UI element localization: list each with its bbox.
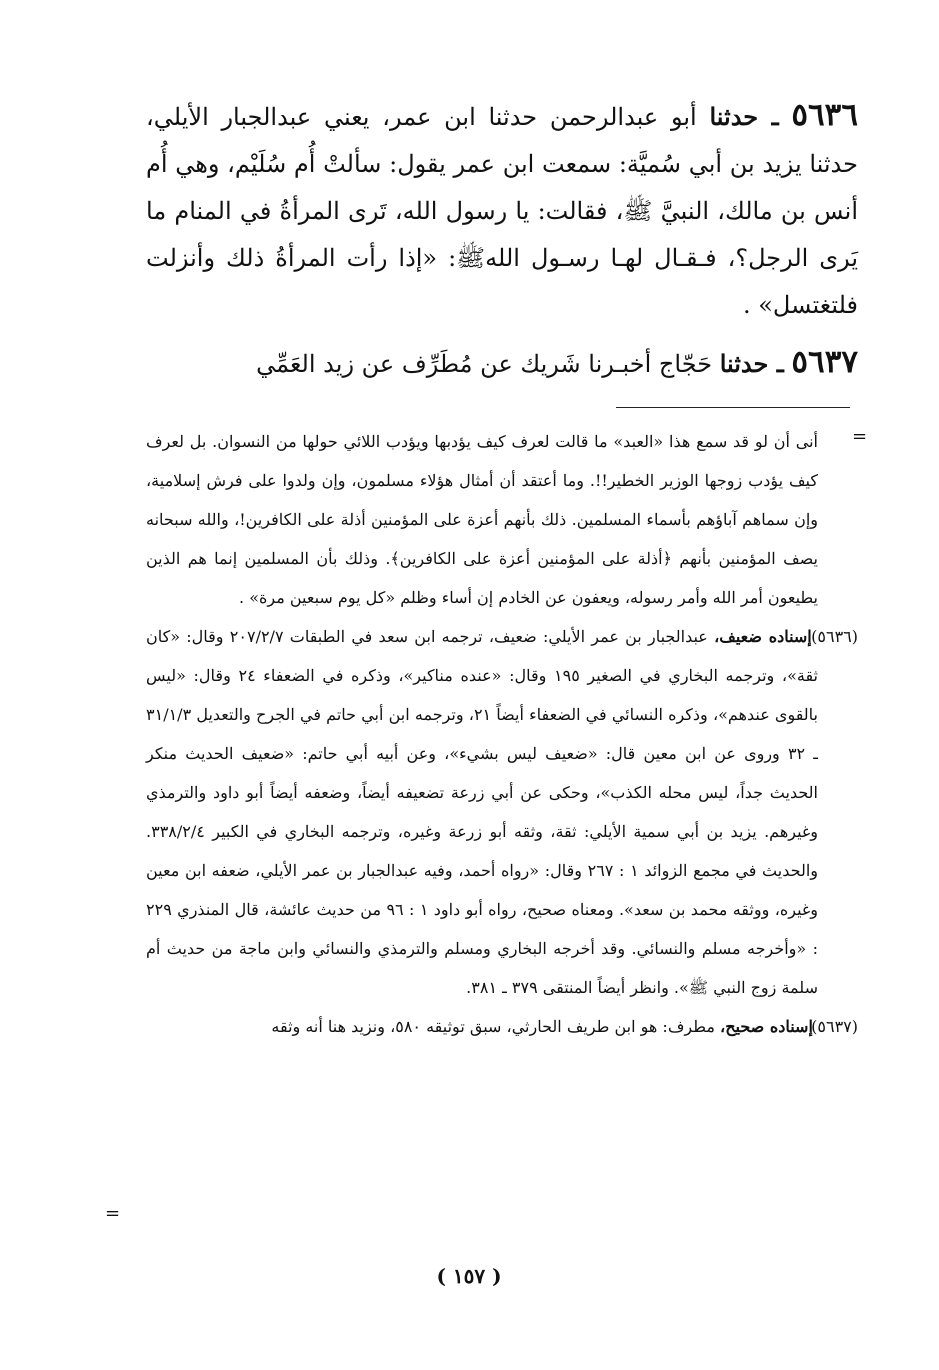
footnote-5636 <box>146 617 858 1007</box>
hadith-body: حَجّاج أخبـرنا شَريك عن مُطَرِّف عن زيد العَمِّي <box>256 350 713 378</box>
hadith-body: أبو عبدالرحمن حدثنا ابن عمر، يعني عبدالجبار الأيلي، حدثنا يزيد بن أبي سُميَّة: سمعت ابن عمر يقول: سألتْ أُم سُلَيْم، وهي أُم أنس بن مالك، النبيَّ ﷺ، فقالت: يا رسول الله، تَرى المرأةُ في المنام ما يَرى الرجل؟، فـقـال لهـا رسـول اللهﷺ: «إذا رأت المرأةُ ذلك وأنزلت فلتغتسل» . <box>146 103 858 319</box>
hadith-text <box>146 92 858 388</box>
continuation-mark: = <box>852 426 868 447</box>
hadith-5637 <box>146 339 858 388</box>
footnote-number: (٥٦٣٦) <box>811 627 859 646</box>
hadith-lead: ـ حدثنا <box>709 102 779 131</box>
footnote-continuation: أنى أن لو قد سمع هذا «العبد» ما قالت لعرف كيف يؤدبها ويؤدب اللائي حولها من النسوان. بل لعرف كيف يؤدب زوجها الوزير الخطير!!. وما أعتقد أن أمثال هؤلاء مسلمون، وإن ولدوا على فرش إسلامية، وإن سماهم آباؤهم بأسماء المسلمين. ذلك بأنهم أعزة على المؤمنين أذلة على الكافرين!، والله سبحانه يصف المؤمنين بأنهم ﴿أذلة على المؤمنين أعزة على الكافرين﴾. وذلك بأن المسلمين إنما هم الذين يطيعون أمر الله وأمر رسوله، ويعفون عن الخادم إن أساء وظلم «كل يوم سبعين مرة» . <box>146 432 818 607</box>
footnote-5637 <box>146 1007 858 1046</box>
hadith-number: ٥٦٣٧ <box>791 344 858 380</box>
hadith-number: ٥٦٣٦ <box>791 97 858 133</box>
footnote-number: (٥٦٣٧) <box>811 1017 858 1036</box>
footnote-body: عبدالجبار بن عمر الأيلي: ضعيف، ترجمه ابن سعد في الطبقات ٢٠٧/٢/٧ وقال: «كان ثقة»، وترجمه البخاري في الصغير ١٩٥ وقال: «عنده مناكير»، وذكره في الضعفاء ٢٤ وقال: «ليس بالقوى عندهم»، وذكره النسائي في الضعفاء أيضاً ٢١، وترجمه ابن أبي حاتم في الجرح والتعديل ٣١/١/٣ ـ ٣٢ وروى عن ابن معين قال: «ضعيف ليس بشيء»، وعن أبيه أبي حاتم: «ضعيف الحديث منكر الحديث جداً، ليس محله الكذب»، وحكى عن أبي زرعة تضعيفه أيضاً، وضعفه أيضاً أبو داود والترمذي وغيرهم. يزيد بن أبي سمية الأيلي: ثقة، وثقه أبو زرعة وغيره، وترجمه البخاري في الكبير ٣٣٨/٢/٤. والحديث في مجمع الزوائد ١ : ٢٦٧ وقال: «رواه أحمد، وفيه عبدالجبار بن عمر الأيلي، ضعفه ابن معين وغيره، ووثقه محمد بن سعد». ومعناه صحيح، رواه أبو داود ١ : ٩٦ من حديث عائشة، قال المنذري ٢٢٩ : «وأخرجه مسلم والنسائي. وقد أخرجه البخاري ومسلم والترمذي والنسائي وابن ماجة من حديث أم سلمة زوج النبي ﷺ». وانظر أيضاً المنتقى ٣٧٩ ـ ٣٨١. <box>146 627 819 997</box>
footnote-lead: إسناده صحيح، <box>720 1017 813 1036</box>
footnote-separator <box>616 407 850 408</box>
hadith-5636 <box>146 92 858 329</box>
continuation-mark: = <box>105 1203 121 1224</box>
page-number: ( ١٥٧ ) <box>436 1264 502 1288</box>
hadith-lead: ـ حدثنا <box>719 349 784 378</box>
footnote-lead: إسناده ضعيف، <box>714 627 812 646</box>
footnote-body: مطرف: هو ابن طريف الحارثي، سبق توثيقه ٥٨٠، ونزيد هنا أنه وثقه <box>271 1017 715 1036</box>
footnotes <box>146 422 858 1046</box>
